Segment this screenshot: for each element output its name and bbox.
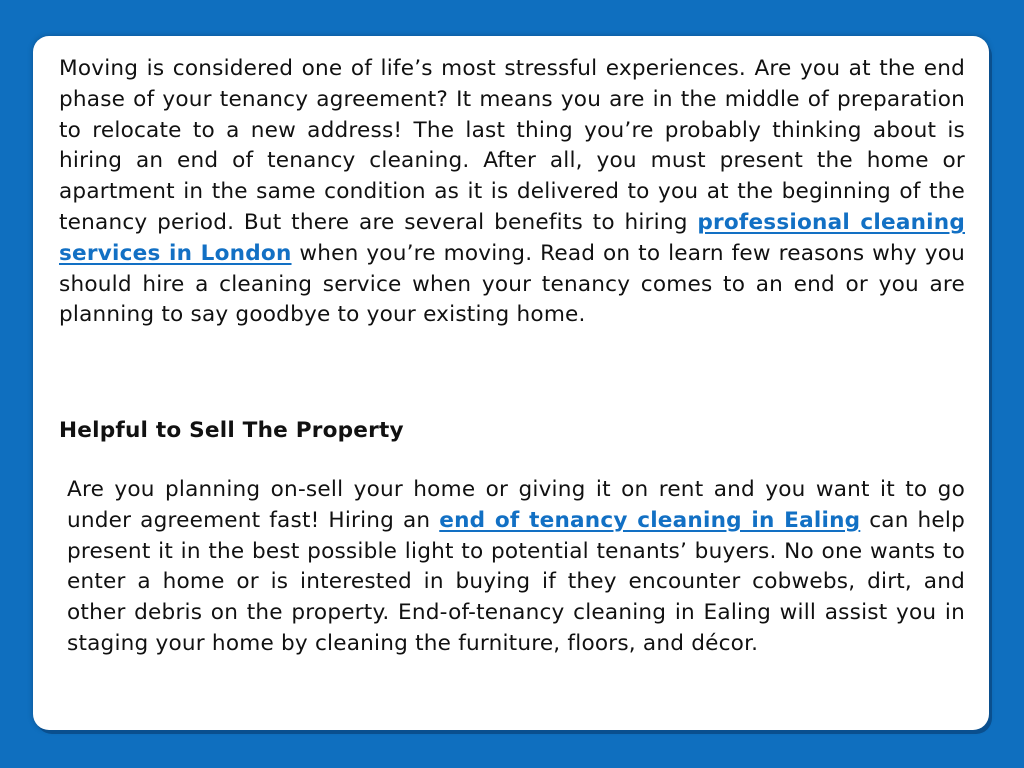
- end-of-tenancy-ealing-link[interactable]: end of tenancy cleaning in Ealing: [439, 507, 861, 533]
- intro-text-start: Moving is considered one of life’s most stressful experiences. Are you at the end phase of your tenancy agreement? It means you are in the middle of preparation to relocate to a new address! The last thing you’re probably thinking about is hiring an end of tenancy cleaning. After all, you must present the home or apartment in the same condition as it is delivered to you at the beginning of the tenancy period. But there are several benefits to hiring: [59, 56, 965, 235]
- professional-cleaning-london-link[interactable]: professional cleaning services in London: [59, 209, 965, 266]
- intro-paragraph: [59, 54, 965, 331]
- content-card: [33, 36, 989, 730]
- section-text-end: can help present it in the best possible light to potential tenants’ buyers. No one wants to enter a home or is interested in buying if they encounter cobwebs, dirt, and other debris on the property. End-of-tenancy cleaning in Ealing will assist you in staging your home by cleaning the furniture, floors, and décor.: [67, 507, 965, 656]
- section-paragraph: [67, 475, 965, 660]
- section-heading: Helpful to Sell The Property: [59, 418, 404, 443]
- intro-text-end: when you’re moving. Read on to learn few reasons why you should hire a cleaning service when your tenancy comes to an end or you are planning to say goodbye to your existing home.: [59, 240, 966, 328]
- section-text-start: Are you planning on-sell your home or giving it on rent and you want it to go under agreement fast! Hiring an: [67, 477, 965, 533]
